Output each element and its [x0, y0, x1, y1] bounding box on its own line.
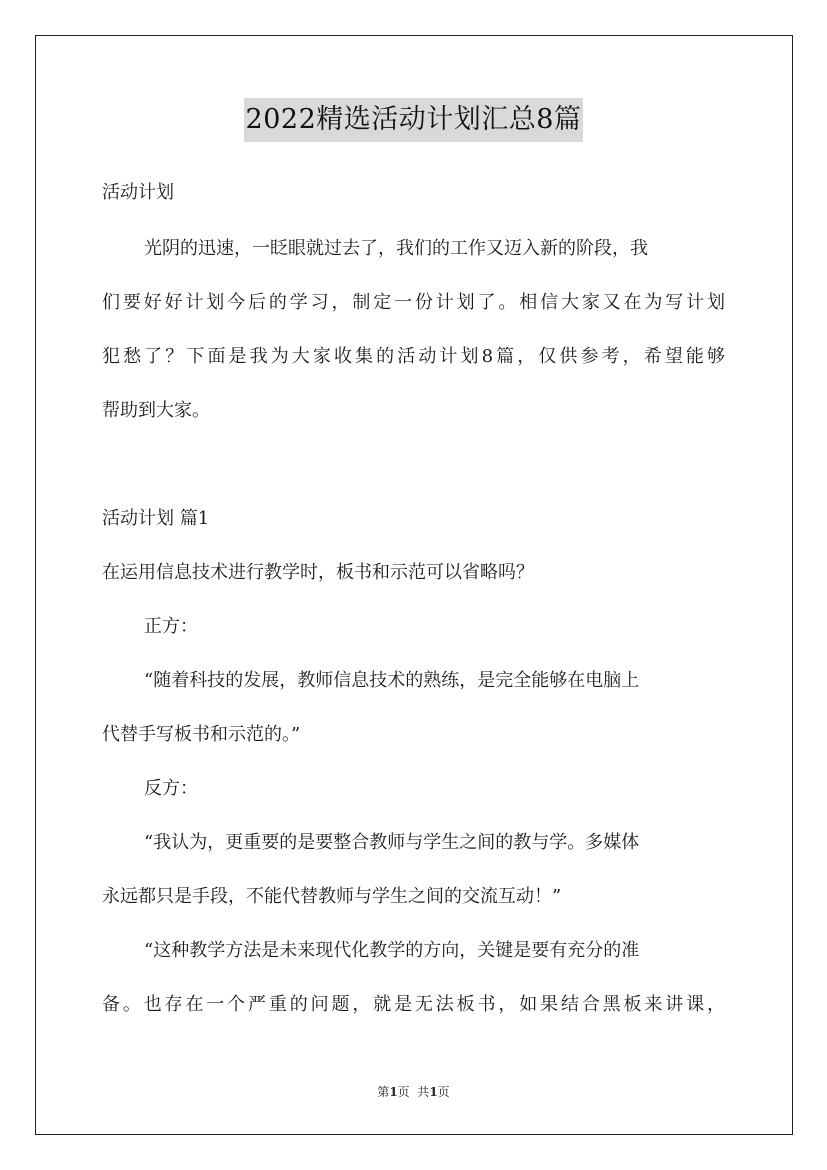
title-container — [0, 98, 827, 142]
footer-page-suffix: 页 — [437, 1085, 450, 1099]
body-line-2: 备。也存在一个严重的问题，就是无法板书，如果结合黑板来讲课， — [102, 994, 725, 1015]
intro-line-2: 们要好好计划今后的学习，制定一份计划了。相信大家又在为写计划 — [102, 292, 725, 313]
con-line-2: 永远都只是手段，不能代替教师与学生之间的交流互动！” — [102, 886, 562, 907]
footer-page-total: 1 — [429, 1085, 438, 1099]
intro-line-3: 犯愁了？下面是我为大家收集的活动计划8篇，仅供参考，希望能够 — [102, 346, 725, 367]
intro-line-4: 帮助到大家。 — [102, 400, 210, 421]
footer-page-prefix: 第 — [377, 1085, 390, 1099]
footer-page-current: 1 — [389, 1085, 398, 1099]
question-line: 在运用信息技术进行教学时，板书和示范可以省略吗？ — [102, 562, 534, 583]
article-heading: 活动计划 篇1 — [102, 508, 210, 529]
con-label: 反方： — [144, 778, 198, 799]
pro-line-1: “随着科技的发展，教师信息技术的熟练，是完全能够在电脑上 — [144, 670, 640, 691]
document-title: 2022精选活动计划汇总8篇 — [244, 98, 584, 142]
section-heading: 活动计划 — [102, 182, 174, 203]
footer-page-mid: 页 共 — [397, 1085, 430, 1099]
con-line-1: “我认为，更重要的是要整合教师与学生之间的教与学。多媒体 — [144, 832, 640, 853]
pro-line-2: 代替手写板书和示范的。” — [102, 724, 301, 745]
body-line-1: “这种教学方法是未来现代化教学的方向，关键是要有充分的准 — [144, 940, 640, 961]
pro-label: 正方： — [144, 616, 198, 637]
intro-line-1: 光阴的迅速，一眨眼就过去了，我们的工作又迈入新的阶段，我 — [144, 238, 648, 259]
page-footer — [0, 1084, 827, 1100]
